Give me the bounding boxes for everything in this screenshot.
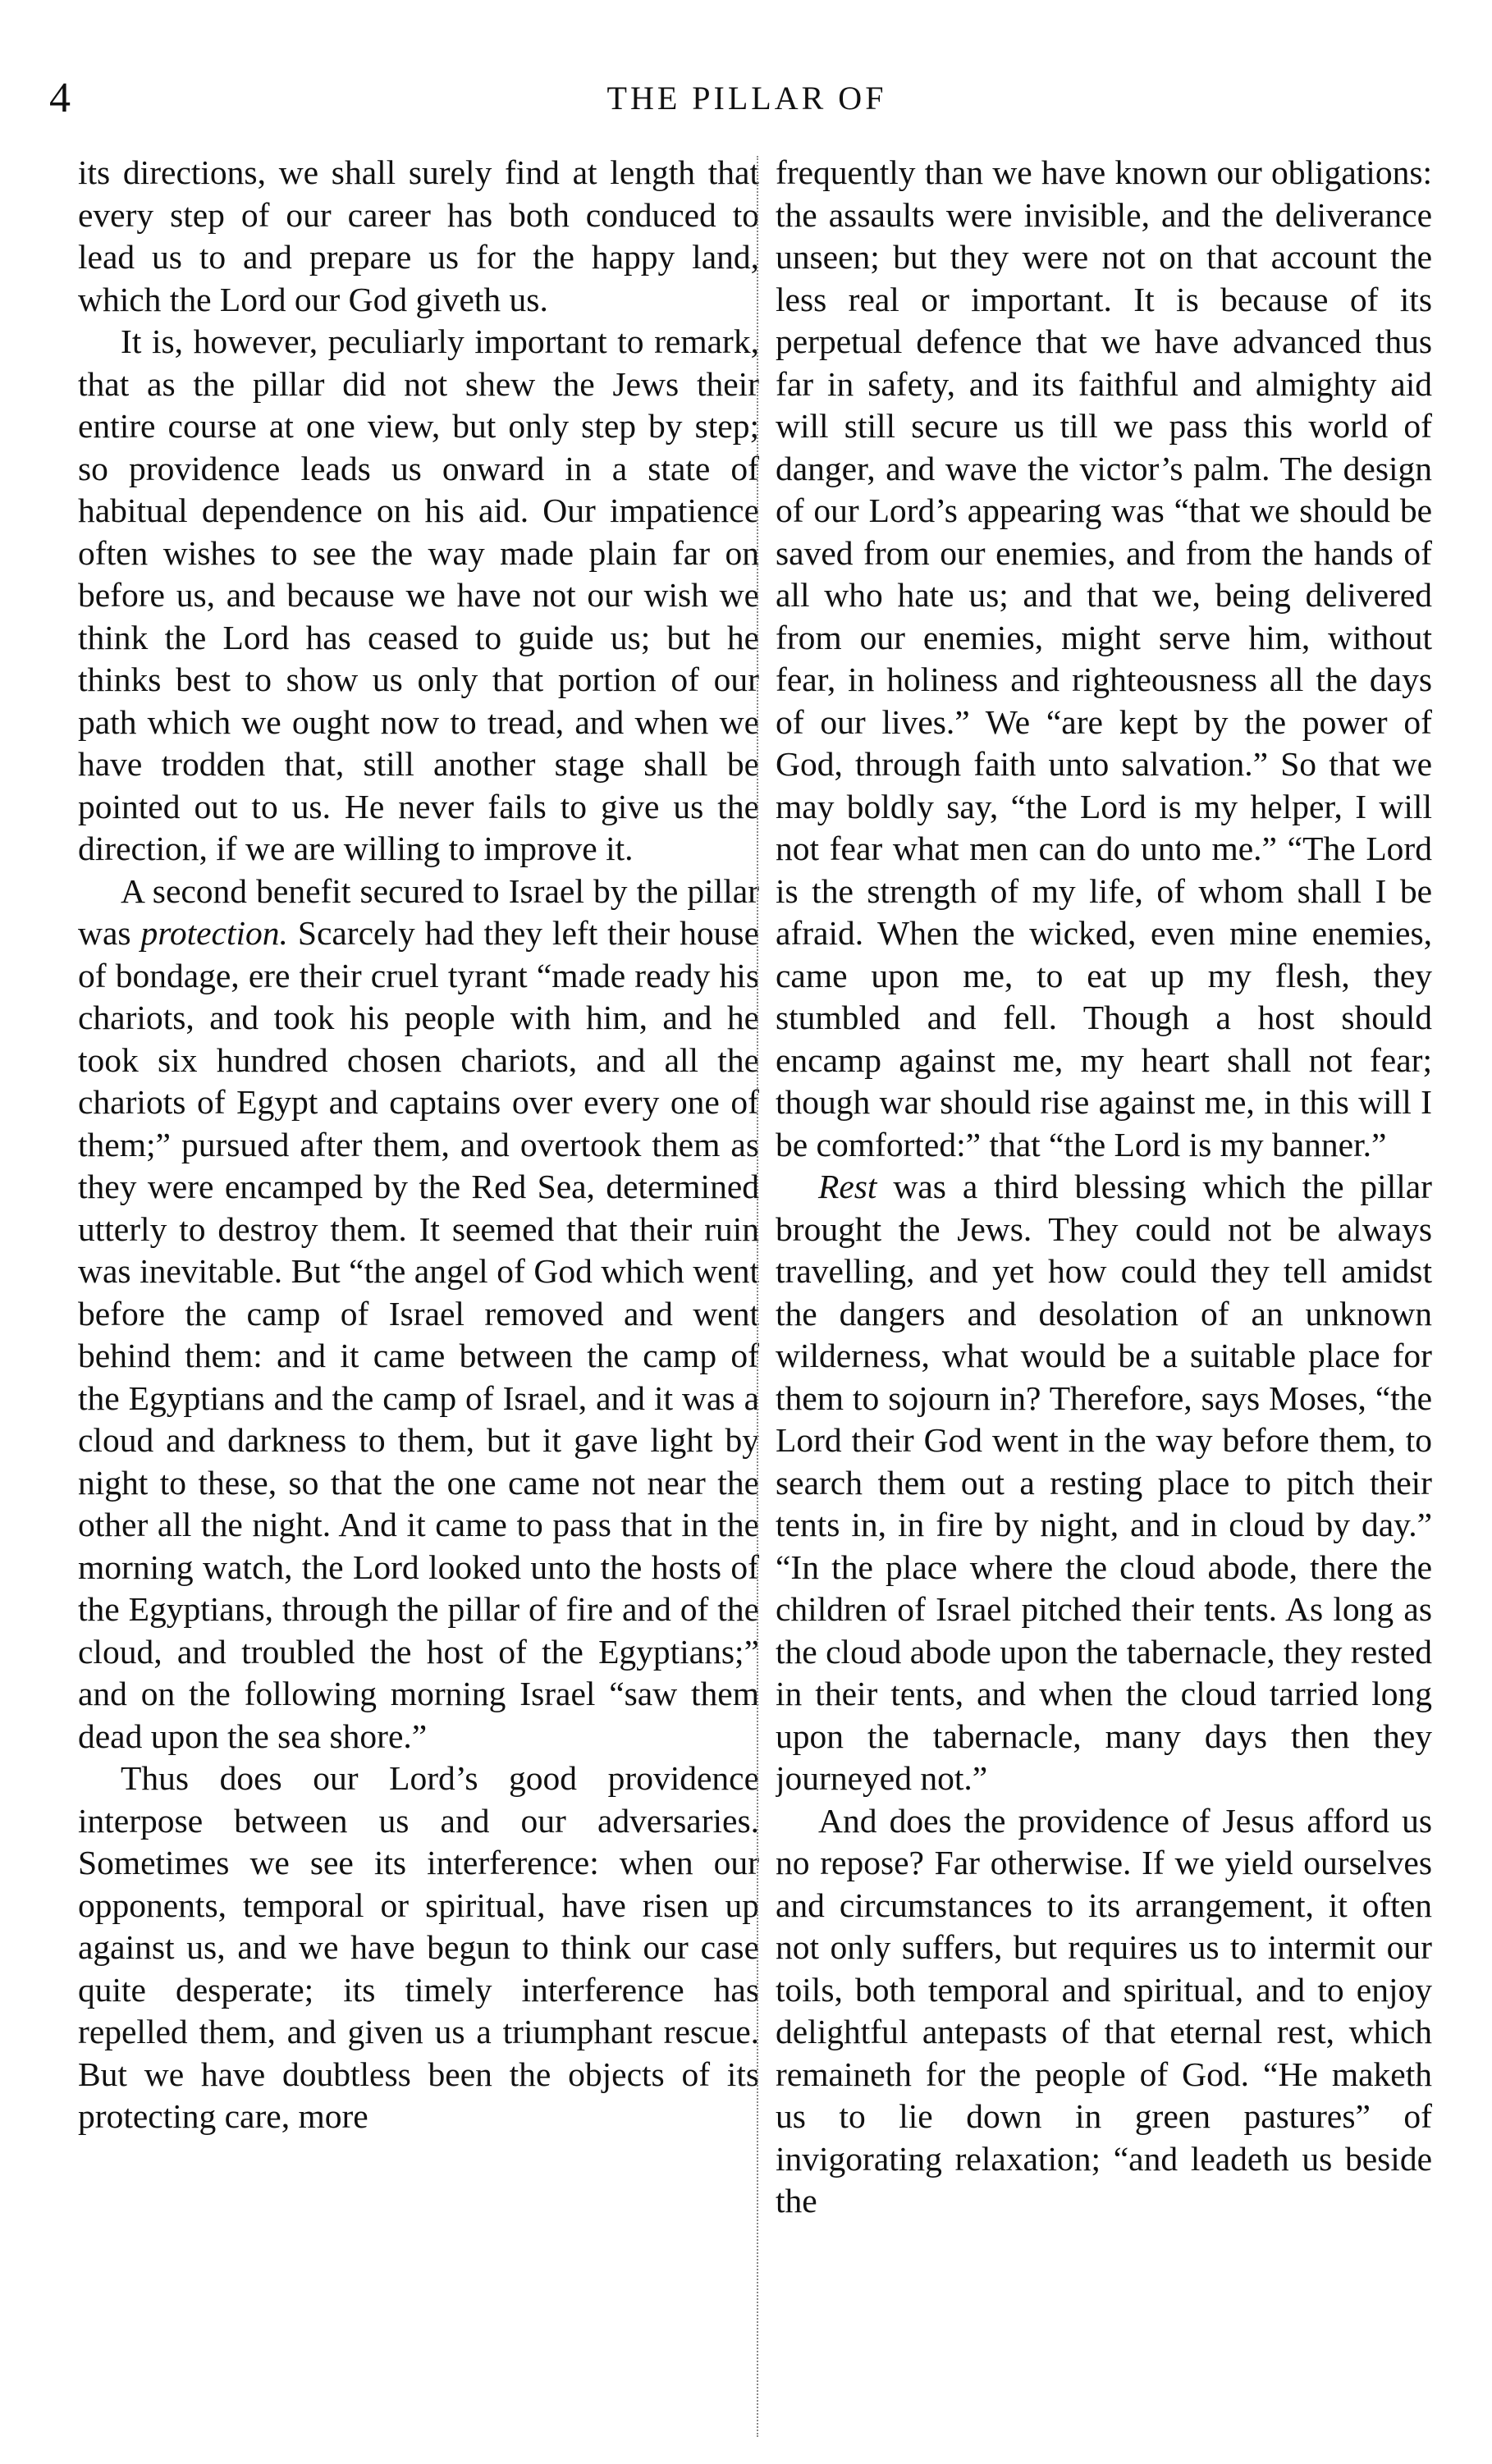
paragraph-text: was a third blessing which the pillar brought the Jews. They could not be always travelling, and yet how could they tell amidst the dangers and desolation of an unknown wilderness, what would be a suitable place for them to sojourn in? Therefore, says Moses, “the Lord their God went in the way before them, to search them out a resting place to pitch their tents in, in fire by night, and in cloud by day.” “In the place where the cloud abode, there the children of Israel pitched their tents. As long as the cloud abode upon the tabernacle, they rested in their tents, and when the cloud tarried long upon the tabernacle, many days then they journeyed not.” xyxy=(776,1168,1432,1797)
emphasis-text: Rest xyxy=(818,1168,877,1205)
page-title: THE PILLAR OF xyxy=(606,80,887,117)
paragraph: And does the providence of Jesus afford us no repose? Far otherwise. If we yield ourselves and circumstances to its arrangement, it often not only suffers, but requires us to intermit our toils, both temporal and spiritual, and to enjoy delightful antepasts of that eternal rest, which remaineth for the people of God. “He maketh us to lie down in green pastures” of invigorating relaxation; “and leadeth us beside the xyxy=(776,1801,1432,2219)
column-divider xyxy=(757,156,759,2437)
paragraph-text: Scarcely had they left their house of bondage, ere their cruel tyrant “made ready his chariots, and took his people with him, and he took six hundred chosen chariots, and all the chariots of Egypt and captains over every one of them;” pursued after them, and overtook them as they were encamped by the Red Sea, determined utterly to destroy them. It seemed that their ruin was inevitable. But “the angel of God which went before the camp of Israel removed and went behind them: and it came between the camp of the Egyptians and the camp of Israel, and it was a cloud and darkness to them, but it gave light by night to these, so that the one came not near the other all the night. And it came to pass that in the morning watch, the Lord looked unto the hosts of the Egyptians, through the pillar of fire and of the cloud, and troubled the host of the Egyptians;” and on the following morning Israel “saw them dead upon the sea shore.” xyxy=(78,914,759,1755)
paragraph: Thus does our Lord’s good providence interpose between us and our adversaries. Sometimes we see its interference: when our opponents, temporal or spiritual, have risen up against us, and we have begun to think our case quite desperate; its timely interference has repelled them, and given us a triumphant rescue. But we have doubtless been the objects of its protecting care, more xyxy=(78,1759,759,2135)
left-column xyxy=(78,152,759,2441)
running-head xyxy=(49,74,1444,123)
paragraph-text: A second benefit secured to Israel by the pillar was xyxy=(78,871,759,952)
paragraph: frequently than we have known our obligations: the assaults were invisible, and the deliverance unseen; but they were not on that account the less real or important. It is because of its perpetual defence that we have advanced thus far in safety, and its faithful and almighty aid will still secure us till we pass this world of danger, and wave the victor’s palm. The design of our Lord’s appearing was “that we should be saved from our enemies, and from the hands of all who hate us; and that we, being delivered from our enemies, might serve him, without fear, in holiness and righteousness all the days of our lives.” We “are kept by the power of God, through faith unto salvation.” So that we may boldly say, “the Lord is my helper, I will not fear what men can do unto me.” “The Lord is the strength of my life, of whom shall I be afraid. When the wicked, even mine enemies, came upon me, to eat up my flesh, they stumbled and fell. Though a host should encamp against me, my heart shall not fear; though war should rise against me, in this will I be comforted:” that “the Lord is my banner.” xyxy=(776,153,1432,1163)
paragraph: its directions, we shall surely find at length that every step of our career has both conduced to lead us to and prepare us for the happy land, which the Lord our God giveth us. xyxy=(78,153,759,318)
emphasis-text: protection. xyxy=(140,914,288,952)
paragraph: It is, however, peculiarly important to remark, that as the pillar did not shew the Jews their entire course at one view, but only step by step; so providence leads us onward in a state of habitual dependence on his aid. Our impatience often wishes to see the way made plain far on before us, and because we have not our wish we think the Lord has ceased to guide us; but he thinks best to show us only that portion of our path which we ought now to tread, and when we have trodden that, still another stage shall be pointed out to us. He never fails to give us the direction, if we are willing to improve it. xyxy=(78,322,759,867)
page-number: 4 xyxy=(49,75,71,121)
paragraph xyxy=(78,871,759,1758)
paragraph xyxy=(776,1166,1432,1800)
right-column xyxy=(776,152,1432,2441)
